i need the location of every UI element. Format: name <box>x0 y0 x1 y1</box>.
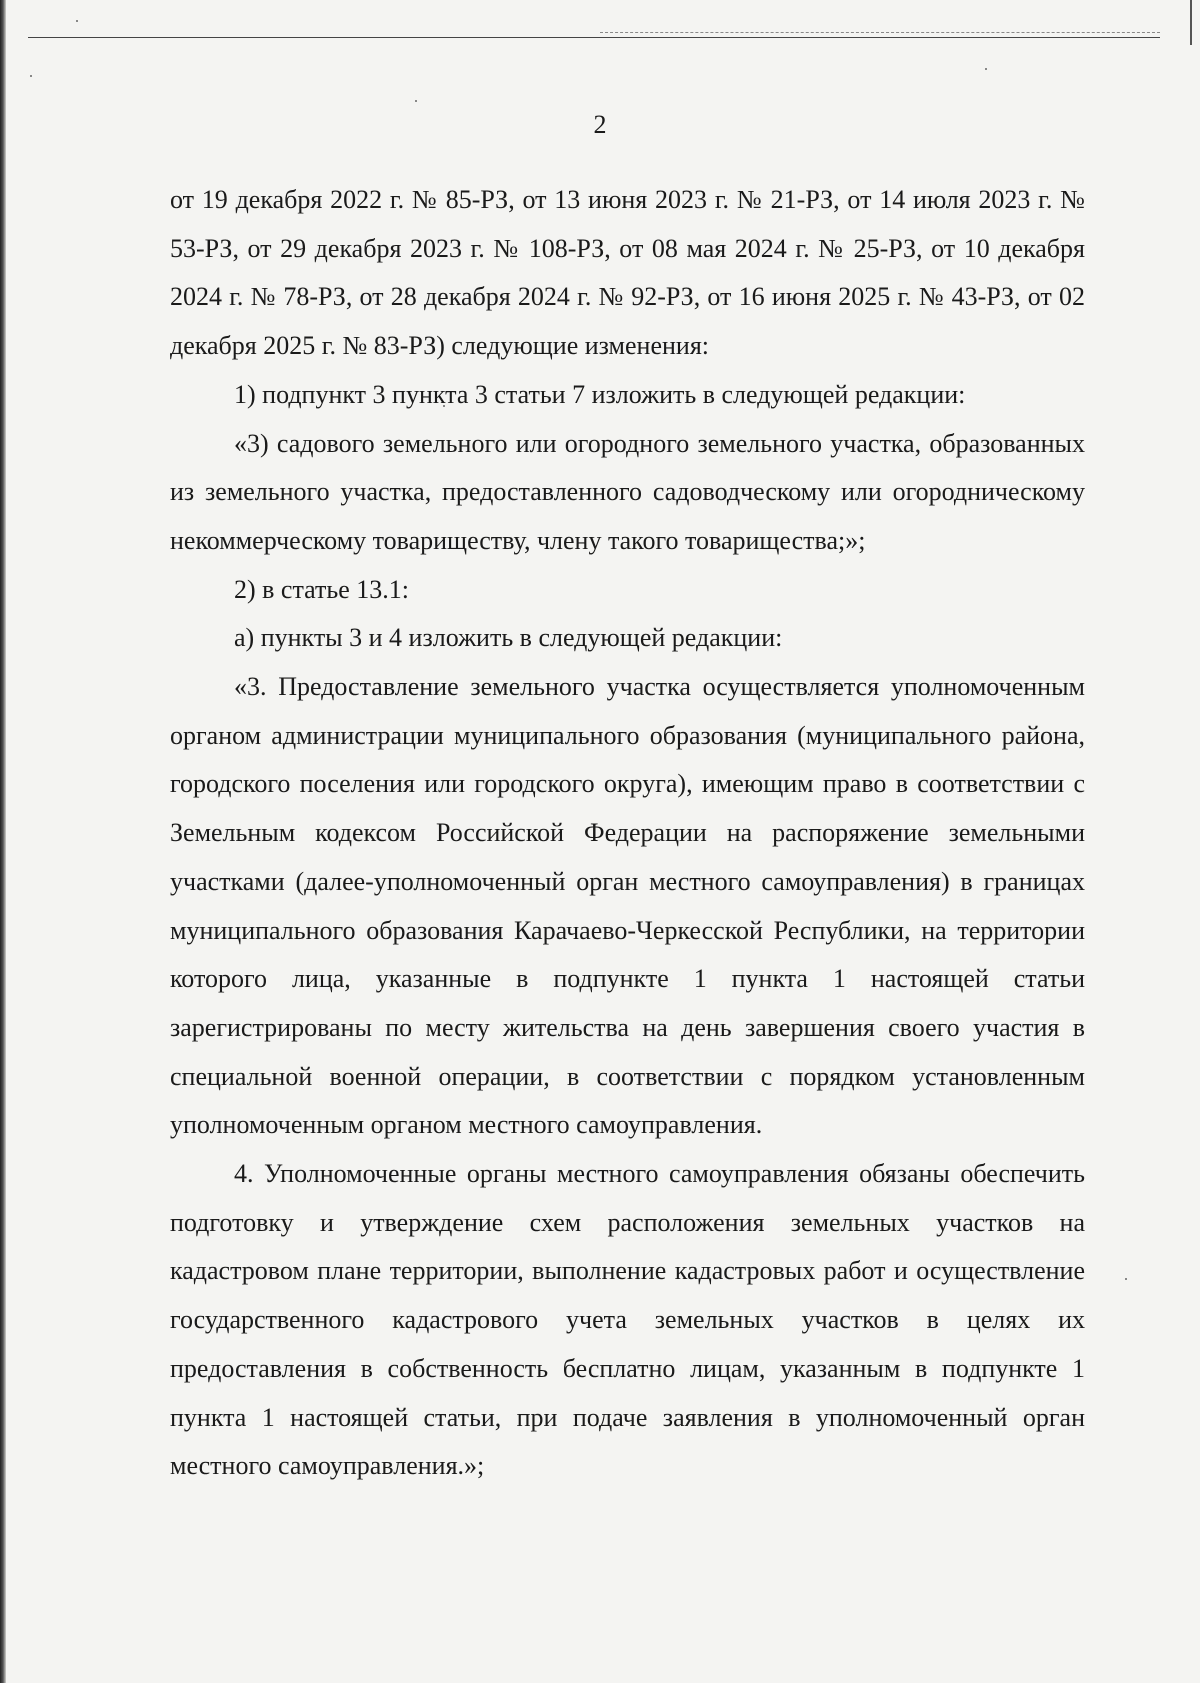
paragraph-item-2a: а) пункты 3 и 4 изложить в следующей редакции: <box>234 623 783 653</box>
document-body <box>170 176 1085 1491</box>
scan-speck <box>1125 1278 1127 1280</box>
scan-top-rule-dashed <box>600 32 1160 33</box>
paragraph-item-2: 2) в статье 13.1: <box>234 574 410 604</box>
paragraph-item-1-text: «3) садового земельного или огородного земельного участка, образованных из земельного участка, предоставленного садоводческому или огородническому некоммерческому товариществу, члену такого товарищества;»; <box>170 428 1085 555</box>
scan-speck <box>30 75 32 77</box>
scan-top-rule <box>28 37 1160 38</box>
scan-left-edge <box>0 0 6 1683</box>
paragraph-point-3: «3. Предоставление земельного участка осуществляется уполномоченным органом администрации муниципального образования (муниципального района, городского поселения или городского округа), имеющим право в соответствии с Земельным кодексом Российской Федерации на распоряжение земельными участками (далее-уполномоченный орган местного самоуправления) в границах муниципального образования Карачаево-Черкесской Республики, на территории которого лица, указанные в подпункте 1 пункта 1 настоящей статьи зарегистрированы по месту жительства на день завершения своего участия в специальной военной операции, в соответствии с порядком установленным уполномоченным органом местного самоуправления. <box>170 672 1085 1140</box>
scan-right-edge <box>1190 0 1192 45</box>
page-number: 2 <box>593 110 607 139</box>
scan-speck <box>76 20 78 22</box>
scan-speck <box>415 100 417 102</box>
paragraph-amendment-list: от 19 декабря 2022 г. № 85-РЗ, от 13 июня 2023 г. № 21-РЗ, от 14 июля 2023 г. № 53-РЗ, от 29 декабря 2023 г. № 108-РЗ, от 08 мая 2024 г. № 25-РЗ, от 10 декабря 2024 г. № 78-РЗ, от 28 декабря 2024 г. № 92-РЗ, от 16 июня 2025 г. № 43-РЗ, от 02 декабря 2025 г. № 83-РЗ) следующие изменения: <box>170 185 1085 361</box>
paragraph-point-4: 4. Уполномоченные органы местного самоуправления обязаны обеспечить подготовку и утверждение схем расположения земельных участков на кадастровом плане территории, выполнение кадастровых работ и осуществление государственного кадастрового учета земельных участков в целях их предоставления в собственность бесплатно лицам, указанным в подпункте 1 пункта 1 настоящей статьи, при подаче заявления в уполномоченный орган местного самоуправления.»; <box>170 1159 1085 1481</box>
scan-speck <box>985 68 987 70</box>
paragraph-item-1: 1) подпункт 3 пункта 3 статьи 7 изложить в следующей редакции: <box>234 379 966 409</box>
